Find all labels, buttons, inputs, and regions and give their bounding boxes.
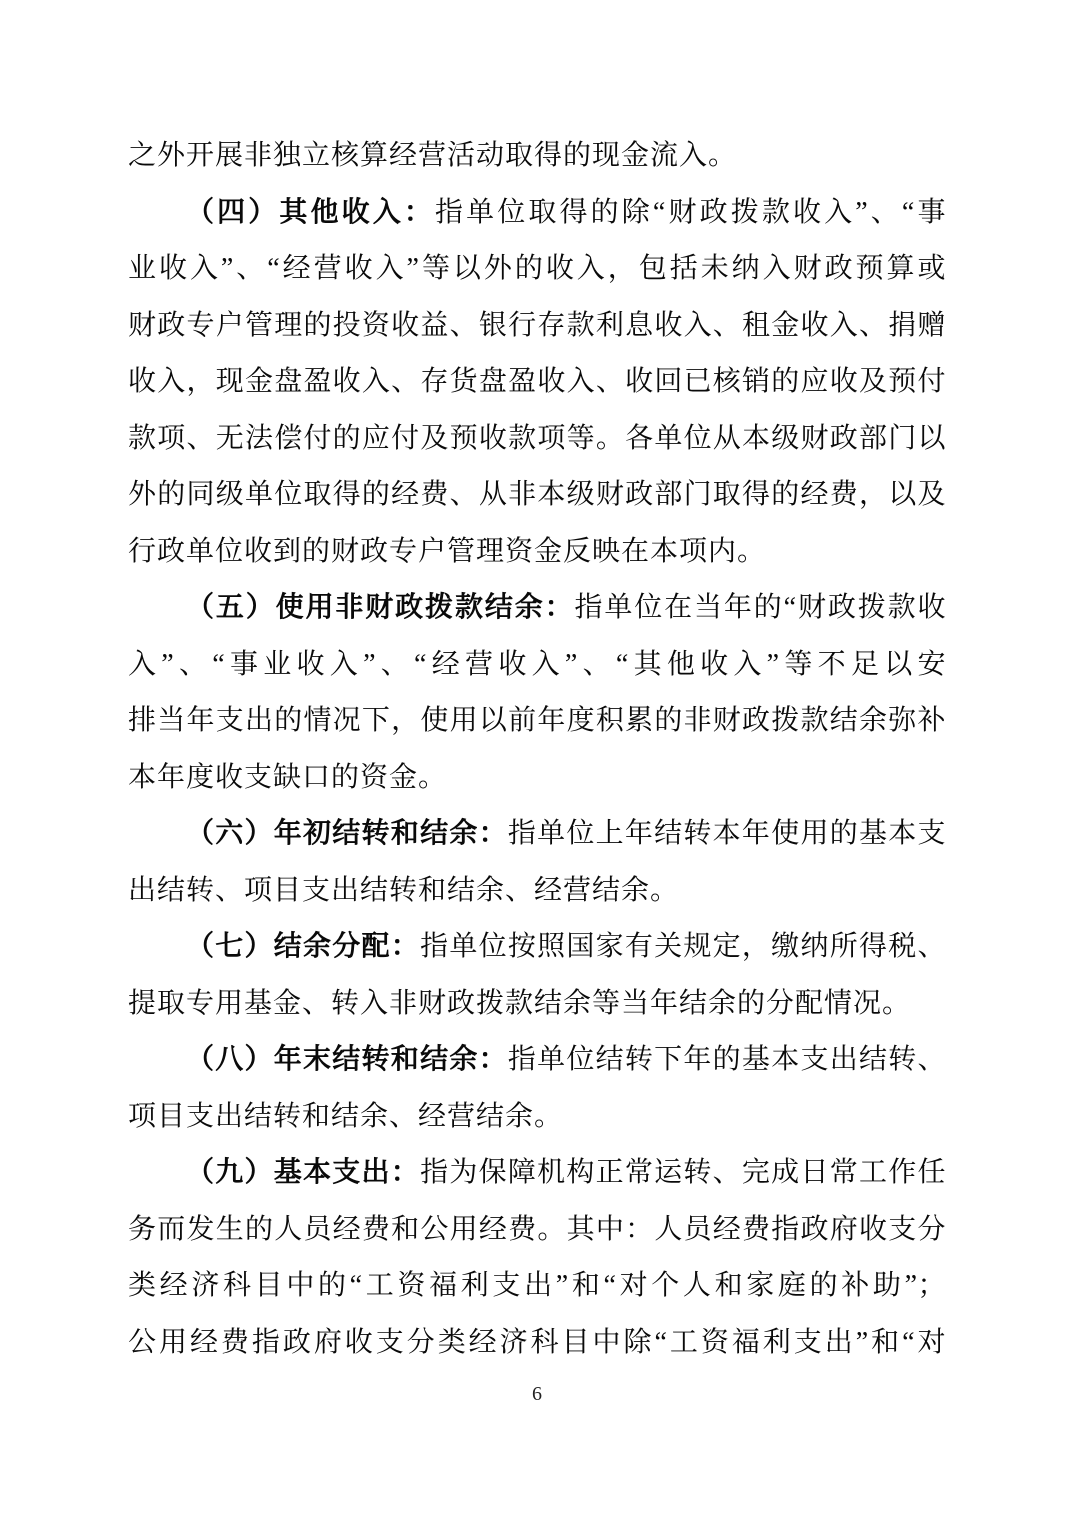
text-line [128, 1145, 946, 1202]
text-run: 指单位结转下年的基本支出结转、 [507, 1044, 946, 1075]
text-run: 财政专户管理的投资收益、银行存款利息收入、租金收入、捐赠 [128, 309, 946, 341]
paragraph-heading: （五）使用非财政拨款结余： [186, 592, 575, 623]
text-run: 入”、“事业收入”、“经营收入”、“其他收入”等不足以安 [128, 648, 946, 680]
paragraph-heading: （九）基本支出： [186, 1157, 421, 1188]
text-run: 指单位上年结转本年使用的基本支 [507, 818, 946, 849]
paragraph-heading: （六）年初结转和结余： [186, 818, 508, 849]
text-run: 排当年支出的情况下，使用以前年度积累的非财政拨款结余弥补 [128, 705, 946, 736]
text-line [128, 1202, 946, 1259]
text-run: 项目支出结转和结余、经营结余。 [128, 1100, 564, 1132]
paragraph-heading: （四）其他收入： [186, 196, 436, 228]
text-line [128, 863, 946, 920]
text-line [128, 354, 946, 411]
text-run: 本年度收支缺口的资金。 [128, 761, 448, 793]
text-run: 外的同级单位取得的经费、从非本级财政部门取得的经费，以及 [128, 479, 946, 510]
text-run: 指单位取得的除“财政拨款收入”、“事 [435, 196, 946, 228]
text-run: 收入，现金盘盈收入、存货盘盈收入、收回已核销的应收及预付 [128, 366, 946, 397]
text-run: 指单位按照国家有关规定，缴纳所得税、 [420, 931, 946, 962]
paragraph-heading: （八）年末结转和结余： [186, 1044, 508, 1075]
paragraph-heading: （七）结余分配： [186, 931, 421, 962]
text-run: 务而发生的人员经费和公用经费。其中：人员经费指政府收支分 [128, 1213, 946, 1245]
text-line [128, 976, 946, 1033]
text-line [128, 580, 946, 637]
text-line [128, 1089, 946, 1146]
text-line [128, 1258, 946, 1315]
text-line [128, 693, 946, 750]
text-line [128, 750, 946, 807]
text-line [128, 185, 946, 242]
text-run: 款项、无法偿付的应付及预收款项等。各单位从本级财政部门以 [128, 422, 946, 454]
page-number: 6 [532, 1383, 542, 1405]
text-line [128, 467, 946, 524]
text-line [128, 524, 946, 581]
text-run: 业收入”、“经营收入”等以外的收入，包括未纳入财政预算或 [128, 253, 946, 284]
text-run: 公用经费指政府收支分类经济科目中除“工资福利支出”和“对 [128, 1326, 946, 1358]
text-run: 提取专用基金、转入非财政拨款结余等当年结余的分配情况。 [128, 987, 912, 1019]
text-line [128, 128, 946, 185]
text-line [128, 298, 946, 355]
text-line [128, 919, 946, 976]
text-line [128, 411, 946, 468]
body-text [128, 128, 946, 1371]
text-run: 指单位在当年的“财政拨款收 [574, 592, 946, 623]
text-line [128, 806, 946, 863]
text-line [128, 1032, 946, 1089]
text-run: 类经济科目中的“工资福利支出”和“对个人和家庭的补助”； [128, 1270, 946, 1301]
text-line [128, 1315, 946, 1372]
text-run: 之外开展非独立核算经营活动取得的现金流入。 [128, 140, 738, 171]
text-line [128, 637, 946, 694]
text-run: 行政单位收到的财政专户管理资金反映在本项内。 [128, 535, 767, 567]
text-run: 指为保障机构正常运转、完成日常工作任 [420, 1157, 946, 1188]
text-line [128, 241, 946, 298]
text-run: 出结转、项目支出结转和结余、经营结余。 [128, 874, 680, 906]
